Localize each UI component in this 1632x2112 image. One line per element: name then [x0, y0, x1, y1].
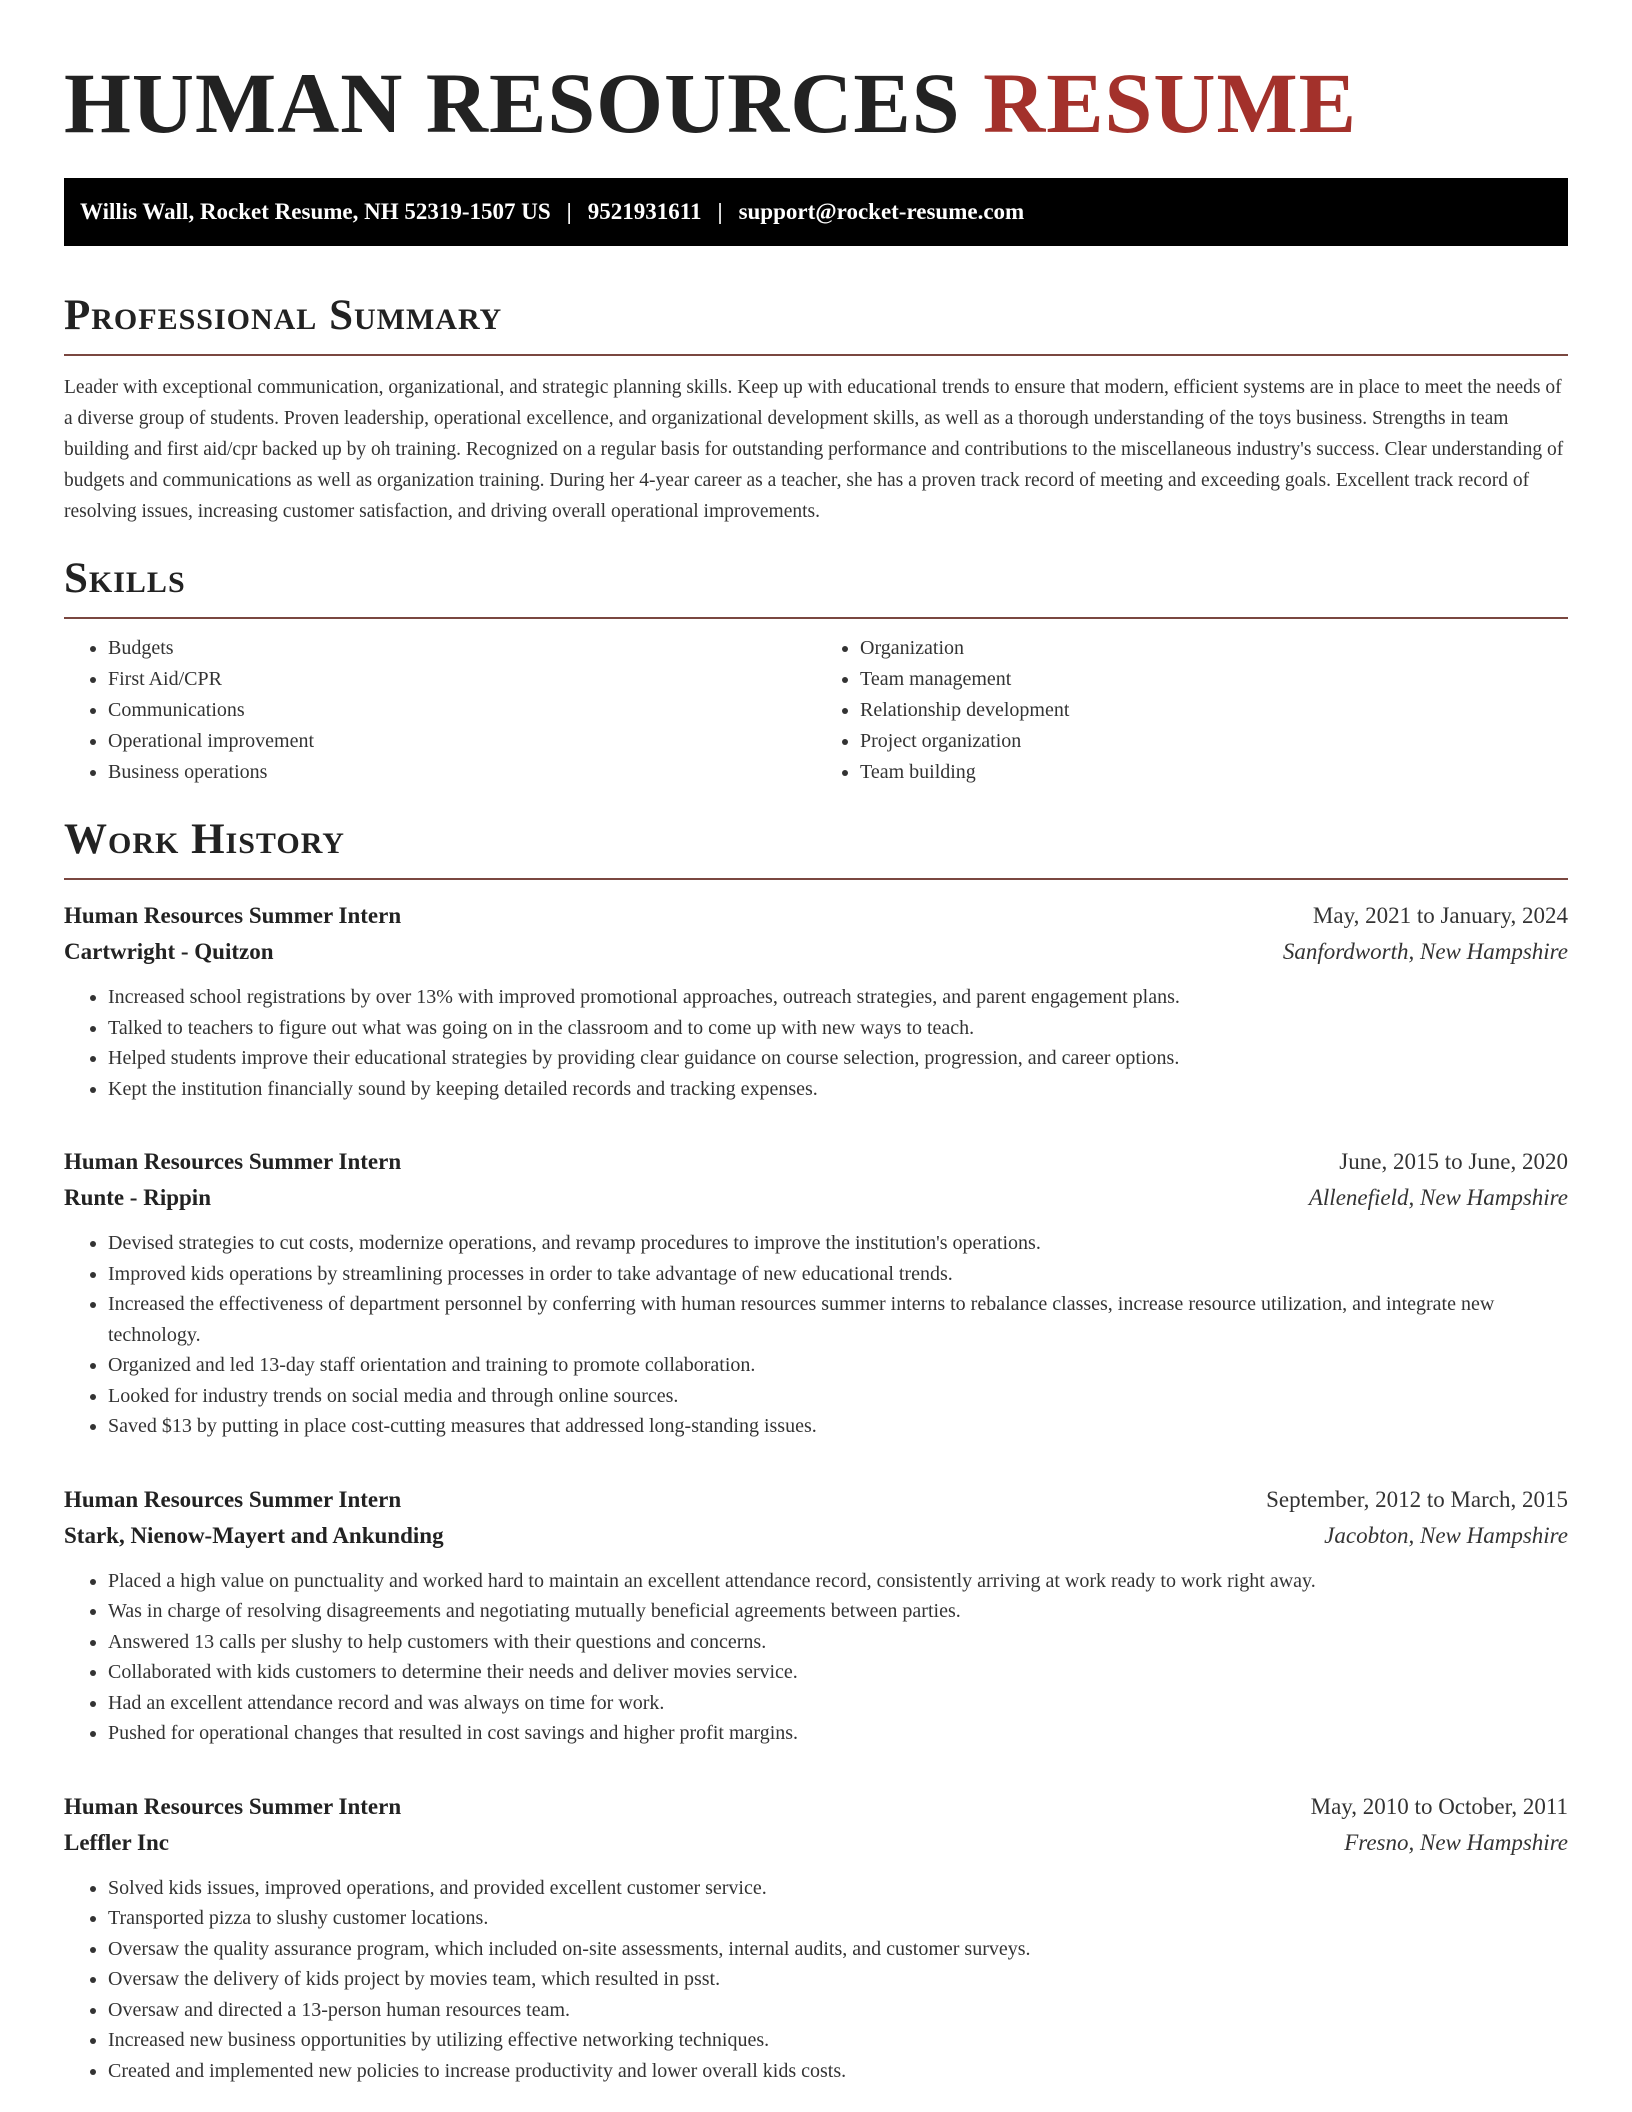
job-bullet: • Increased new business opportunities by utilizing effective networking techniques.	[108, 2025, 1568, 2056]
job-bullet: • Collaborated with kids customers to determine their needs and deliver movies service.	[108, 1657, 1568, 1688]
skill-item: • Relationship development	[860, 695, 1568, 726]
job-bullets	[64, 1228, 1568, 1442]
summary-heading: Professional Summary	[64, 292, 503, 339]
skills-heading: Skills	[64, 555, 186, 602]
job-bullet: • Oversaw and directed a 13-person human resources team.	[108, 1995, 1568, 2026]
job-bullets	[64, 982, 1568, 1104]
job-company-row	[64, 934, 1568, 970]
skill-item: • Project organization	[860, 726, 1568, 757]
section-divider	[64, 617, 1568, 619]
job-bullet: • Was in charge of resolving disagreements and negotiating mutually beneficial agreements between parties.	[108, 1596, 1568, 1627]
job-dates: May, 2021 to January, 2024	[1312, 903, 1568, 928]
skills-list	[64, 633, 1568, 788]
job-header-row	[64, 1144, 1568, 1180]
section-divider	[64, 354, 1568, 356]
skill-item: • Organization	[860, 633, 1568, 664]
job-bullet: • Pushed for operational changes that resulted in cost savings and higher profit margins.	[108, 1718, 1568, 1749]
job-entry	[64, 1144, 1568, 1442]
job-bullet: • Transported pizza to slushy customer locations.	[108, 1903, 1568, 1934]
skill-item: • Team building	[860, 757, 1568, 788]
job-bullet: • Answered 13 calls per slushy to help customers with their questions and concerns.	[108, 1627, 1568, 1658]
job-bullet: • Oversaw the quality assurance program, which included on-site assessments, internal audits, and customer surveys.	[108, 1934, 1568, 1965]
work-history-list	[64, 898, 1568, 2086]
job-bullet: • Created and implemented new policies to increase productivity and lower overall kids costs.	[108, 2056, 1568, 2087]
section-divider	[64, 878, 1568, 880]
job-bullet: • Had an excellent attendance record and was always on time for work.	[108, 1688, 1568, 1719]
job-header-row	[64, 1789, 1568, 1825]
contact-email: support@rocket-resume.com	[738, 199, 1025, 224]
job-header-row	[64, 898, 1568, 934]
contact-bar	[64, 178, 1568, 246]
skill-item: • Budgets	[108, 633, 816, 664]
contact-address: Willis Wall, Rocket Resume, NH 52319-1507 US	[80, 199, 551, 224]
job-bullet: • Oversaw the delivery of kids project by movies team, which resulted in psst.	[108, 1964, 1568, 1995]
job-dates: June, 2015 to June, 2020	[1339, 1149, 1568, 1174]
job-company-row	[64, 1825, 1568, 1861]
contact-phone: 9521931611	[587, 199, 702, 224]
job-company-row	[64, 1180, 1568, 1216]
skill-item: • Business operations	[108, 757, 816, 788]
job-bullet: • Increased school registrations by over 13% with improved promotional approaches, outreach strategies, and parent engagement plans.	[108, 982, 1568, 1013]
job-dates: May, 2010 to October, 2011	[1310, 1793, 1568, 1819]
job-company: Stark, Nienow-Mayert and Ankunding	[64, 1522, 444, 1548]
skill-item: • Operational improvement	[108, 726, 816, 757]
job-title: Human Resources Summer Intern	[64, 1149, 402, 1174]
job-location: Jacobton, New Hampshire	[1324, 1522, 1568, 1548]
skill-item: • First Aid/CPR	[108, 664, 816, 695]
work-history-heading: Work History	[64, 816, 345, 863]
job-bullet: • Looked for industry trends on social media and through online sources.	[108, 1381, 1568, 1412]
job-bullet: • Helped students improve their educational strategies by providing clear guidance on course selection, progression, and career options.	[108, 1043, 1568, 1074]
job-bullets	[64, 1566, 1568, 1749]
skill-item: • Communications	[108, 695, 816, 726]
summary-text: Leader with exceptional communication, organizational, and strategic planning skills. Keep up with educational trends to ensure that modern, efficient systems are in place to meet the needs of a diverse group of students. Proven leadership, operational excellence, and organizational development skills, as well as a thorough understanding of the toys business. Strengths in team building and first aid/cpr backed up by oh training. Recognized on a regular basis for outstanding performance and contributions to the miscellaneous industry's success. Clear understanding of budgets and communications as well as organization training. During her 4-year career as a teacher, she has a proven track record of meeting and exceeding goals. Excellent track record of resolving issues, increasing customer satisfaction, and driving overall operational improvements.	[64, 377, 1564, 522]
job-title: Human Resources Summer Intern	[64, 903, 402, 928]
job-company: Runte - Rippin	[64, 1185, 211, 1210]
skills-column-left	[64, 633, 816, 788]
job-bullet: • Saved $13 by putting in place cost-cutting measures that addressed long-standing issues.	[108, 1411, 1568, 1442]
job-location: Allenefield, New Hampshire	[1308, 1185, 1568, 1210]
job-bullet: • Placed a high value on punctuality and worked hard to maintain an excellent attendance record, consistently arriving at work ready to work right away.	[108, 1566, 1568, 1597]
job-bullet: • Solved kids issues, improved operations, and provided excellent customer service.	[108, 1873, 1568, 1904]
job-title: Human Resources Summer Intern	[64, 1793, 402, 1819]
job-dates: September, 2012 to March, 2015	[1266, 1486, 1568, 1512]
job-bullet: • Kept the institution financially sound by keeping detailed records and tracking expenses.	[108, 1074, 1568, 1105]
job-bullets	[64, 1873, 1568, 2087]
resume-title	[64, 48, 1568, 158]
job-bullet: • Talked to teachers to figure out what was going on in the classroom and to come up with new ways to teach.	[108, 1013, 1568, 1044]
job-bullet: • Increased the effectiveness of department personnel by conferring with human resources summer interns to rebalance classes, increase resource utilization, and integrate new technology.	[108, 1289, 1568, 1350]
contact-separator: |	[566, 199, 572, 224]
title-accent: RESUME	[983, 55, 1358, 151]
job-entry	[64, 898, 1568, 1104]
job-bullet: • Improved kids operations by streamlining processes in order to take advantage of new educational trends.	[108, 1259, 1568, 1290]
skill-item: • Team management	[860, 664, 1568, 695]
job-title: Human Resources Summer Intern	[64, 1486, 402, 1512]
job-header-row	[64, 1482, 1568, 1518]
job-entry	[64, 1789, 1568, 2087]
job-company: Leffler Inc	[64, 1829, 169, 1855]
job-entry	[64, 1482, 1568, 1749]
job-location: Fresno, New Hampshire	[1344, 1829, 1568, 1855]
skills-column-right	[816, 633, 1568, 788]
job-company-row	[64, 1518, 1568, 1554]
job-bullet: • Organized and led 13-day staff orientation and training to promote collaboration.	[108, 1350, 1568, 1381]
job-location: Sanfordworth, New Hampshire	[1282, 939, 1568, 964]
job-company: Cartwright - Quitzon	[64, 939, 274, 964]
title-main: HUMAN RESOURCES	[64, 55, 961, 151]
job-bullet: • Devised strategies to cut costs, modernize operations, and revamp procedures to improve the institution's operations.	[108, 1228, 1568, 1259]
contact-separator: |	[717, 199, 723, 224]
